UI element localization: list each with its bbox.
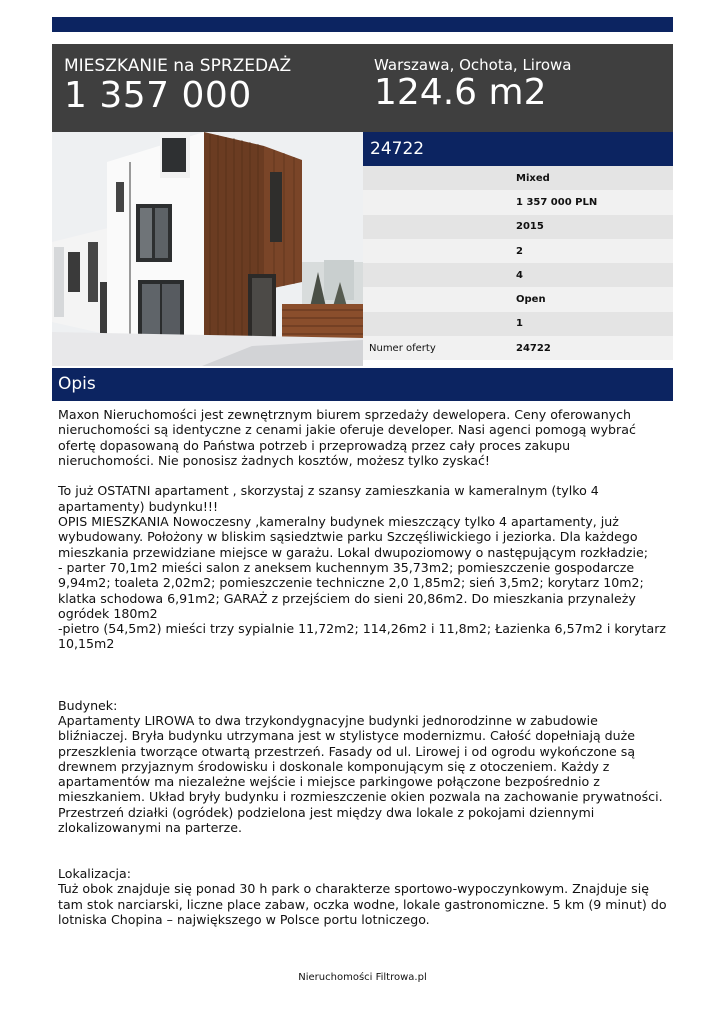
detail-row	[363, 312, 673, 336]
detail-value: 2	[516, 245, 523, 257]
detail-value: 2015	[516, 221, 544, 233]
details-table	[363, 166, 673, 360]
detail-value: 1 357 000 PLN	[516, 196, 598, 208]
offer-id-bar	[363, 132, 673, 166]
detail-value: 24722	[516, 342, 551, 354]
property-photo	[52, 132, 363, 366]
listing-type: MIESZKANIE na SPRZEDAŻ	[64, 56, 292, 76]
detail-value: 1	[516, 318, 523, 330]
detail-label: Numer oferty	[369, 342, 436, 354]
listing-area: 124.6 m2	[374, 72, 547, 113]
detail-row	[363, 287, 673, 311]
offer-id-title: 24722	[370, 139, 425, 159]
detail-row	[363, 190, 673, 214]
listing-price: 1 357 000	[64, 75, 252, 116]
listing-header	[52, 44, 673, 132]
detail-row	[363, 166, 673, 190]
section-title: Opis	[58, 374, 96, 394]
detail-row	[363, 263, 673, 287]
detail-row-offer-number	[363, 336, 673, 360]
detail-value: 4	[516, 269, 523, 281]
detail-value: Mixed	[516, 172, 550, 184]
description-section-bar	[52, 368, 673, 401]
detail-value: Open	[516, 294, 546, 306]
top-accent-bar	[52, 17, 673, 32]
detail-row	[363, 239, 673, 263]
listing-location: Warszawa, Ochota, Lirowa	[374, 56, 572, 74]
description-text: Maxon Nieruchomości jest zewnętrznym biurem sprzedaży dewelopera. Ceny oferowanych nieruchomości są identyczne z cenami jakie oferuje developer. Nasi agenci pomogą wybrać ofertę dopasowaną do Państwa potrzeb i przeprowadzą przez cały proces zakupu nieruchomości. Nie ponosisz żadnych kosztów, możesz tylko zyskać! To już OSTATNI apartament , skorzystaj z szansy zamieszkania w kameralnym (tylko 4 apartamenty) budynku!!! OPIS MIESZKANIA Nowoczesny ,kameralny budynek mieszczący tylko 4 apartamenty, już wybudowany. Położony w bliskim sąsiedztwie parku Szczęśliwickiego i jeziorka. Dla każdego mieszkania przewidziane miejsce w garażu. Lokal dwupoziomowy o następującym rozkładzie; - parter 70,1m2 mieści salon z aneksem kuchennym 35,73m2; pomieszczenie gospodarcze 9,94m2; toaleta 2,02m2; pomieszczenie techniczne 2,0 1,85m2; sień 3,5m2; korytarz 10m2; klatka schodowa 6,91m2; GARAŻ z przejściem do sieni 20,86m2. Do mieszkania przynależy ogródek 180m2 -pietro (54,5m2) mieści trzy sypialnie 11,72m2; 114,26m2 i 11,8m2; Łazienka 6,57m2 i korytarz 10,15m2 Budynek: Apartamenty LIROWA to dwa trzykondygnacyjne budynki jednorodzinne w zabudowie bliźniaczej. Bryła budynku utrzymana jest w stylistyce modernizmu. Całość dopełniają duże przeszklenia tworzące otwartą przestrzeń. Fasady od ul. Lirowej i od ogrodu wykończone są drewnem przyjaznym środowisku i doskonale komponującym się z otoczeniem. Każdy z apartamentów ma niezależne wejście i miejsce parkingowe połączone bezpośrednio z mieszkaniem. Układ bryły budynku i rozmieszczenie okien pozwala na zachowanie prywatności. Przestrzeń działki (ogródek) podzielona jest między dwa lokale z pokojami dziennymi zlokalizowanymi na parterze. Lokalizacja: Tuż obok znajduje się ponad 30 h park o charakterze sportowo-wypoczynkowym. Znajduje się tam stok narciarski, liczne place zabaw, oczka wodne, lokale gastronomiczne. 5 km (9 minut) do lotniska Chopina – największego w Polsce portu lotniczego.	[58, 407, 667, 927]
detail-row	[363, 215, 673, 239]
footer-text: Nieruchomości Filtrowa.pl	[298, 972, 427, 983]
